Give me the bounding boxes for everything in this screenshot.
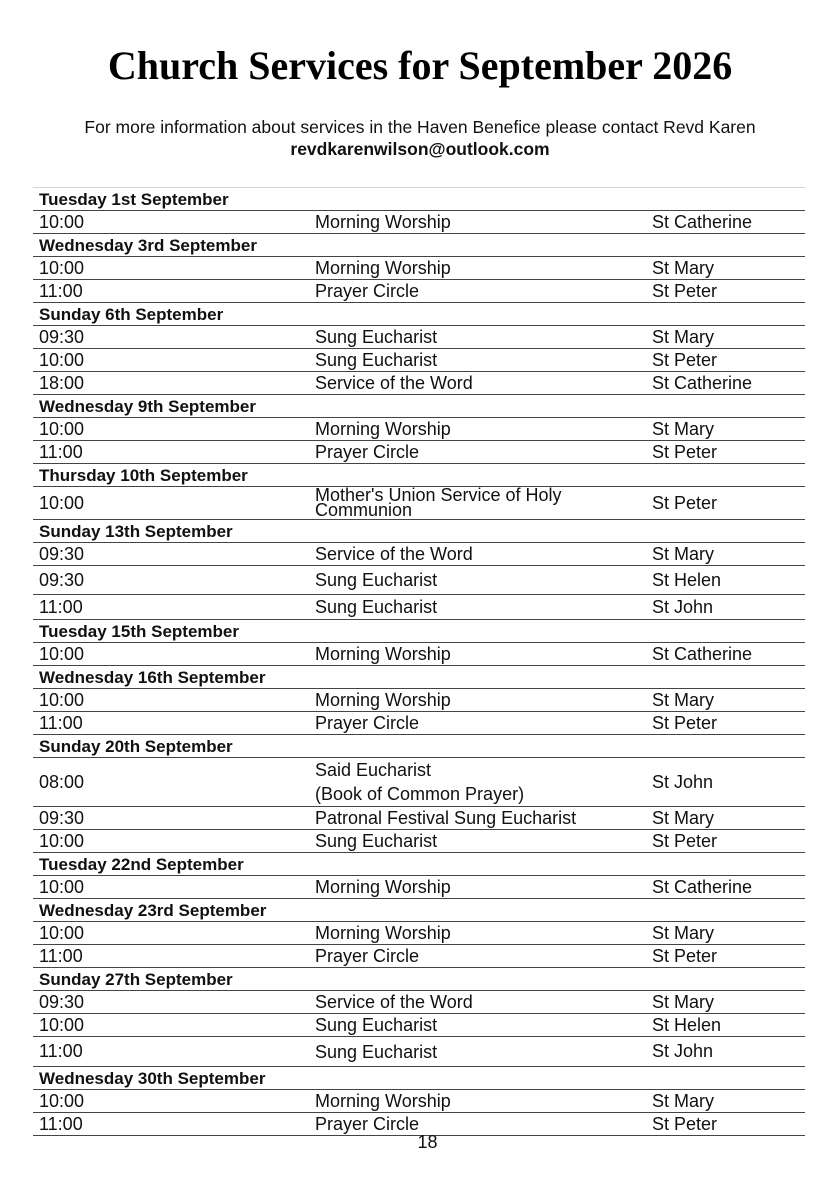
church-name: St Helen [652,1014,722,1035]
service-time: 10:00 [39,689,85,710]
service-time: 10:00 [39,1014,85,1035]
service-row [33,945,805,968]
service-row [33,566,805,595]
service-time: 10:00 [39,643,85,664]
service-name: Morning Worship [315,419,451,439]
date-heading: Tuesday 22nd September [33,853,805,876]
intro-text: For more information about services in the Haven Benefice please contact Revd Karen [84,117,756,137]
service-time: 09:30 [39,543,85,564]
church-name: St Peter [652,712,718,733]
service-name: Morning Worship [315,923,451,943]
service-name: Morning Worship [315,212,451,232]
service-row [33,689,805,712]
service-row [33,372,805,395]
service-time: 09:30 [39,991,85,1012]
service-time: 09:30 [39,569,85,590]
service-time: 11:00 [39,712,83,733]
date-heading: Sunday 20th September [33,735,805,758]
service-time: 10:00 [39,830,85,851]
church-name: St Mary [652,257,715,278]
church-name: St Catherine [652,211,753,232]
church-name: St Catherine [652,372,753,393]
date-heading: Thursday 10th September [33,464,805,487]
date-heading: Wednesday 23rd September [33,899,805,922]
church-name: St John [652,596,714,617]
service-time: 18:00 [39,372,85,393]
service-row [33,1090,805,1113]
church-name: St Catherine [652,876,753,897]
date-heading: Wednesday 30th September [33,1067,805,1090]
date-heading: Tuesday 1st September [33,188,805,211]
service-name: Patronal Festival Sung Eucharist [315,808,577,828]
church-name: St Peter [652,830,718,851]
service-name: Morning Worship [315,258,451,278]
service-name: Service of the Word [315,544,473,564]
service-name: Prayer Circle [315,442,420,462]
service-row [33,543,805,566]
service-row [33,991,805,1014]
page-title: Church Services for September 2026 [107,43,733,88]
church-name: St Peter [652,1113,718,1134]
church-name: St Mary [652,991,715,1012]
service-name: Sung Eucharist [315,1015,438,1035]
church-name: St Mary [652,418,715,439]
date-heading: Sunday 27th September [33,968,805,991]
date-heading: Wednesday 3rd September [33,234,805,257]
service-row [33,1014,805,1037]
page-number: 18 [417,1132,438,1152]
service-time: 10:00 [39,211,85,232]
church-name: St John [652,771,714,792]
service-name: Sung Eucharist [315,570,438,590]
service-name: Sung Eucharist [315,350,438,370]
service-time: 09:30 [39,326,85,347]
service-time: 11:00 [39,596,83,617]
service-name: Morning Worship [315,644,451,664]
service-name: Morning Worship [315,877,451,897]
church-name: St Peter [652,945,718,966]
church-name: St Mary [652,326,715,347]
service-row [33,643,805,666]
service-name: Said Eucharist (Book of Common Prayer) [315,760,525,804]
service-name: Service of the Word [315,373,473,393]
service-time: 11:00 [39,1113,83,1134]
date-heading: Wednesday 16th September [33,666,805,689]
church-name: St Mary [652,807,715,828]
date-heading: Wednesday 9th September [33,395,805,418]
church-name: St Peter [652,441,718,462]
service-row [33,211,805,234]
service-time: 11:00 [39,280,83,301]
service-name: Prayer Circle [315,946,420,966]
service-name: Sung Eucharist [315,327,438,347]
date-heading: Tuesday 15th September [33,620,805,643]
service-time: 11:00 [39,1041,83,1061]
church-name: St Mary [652,1090,715,1111]
service-name: Service of the Word [315,992,473,1012]
date-heading: Sunday 13th September [33,520,805,543]
service-time: 10:00 [39,349,85,370]
service-row [33,487,805,520]
church-name: St Peter [652,492,718,513]
service-row [33,326,805,349]
service-name: Prayer Circle [315,713,420,733]
service-row [33,758,805,807]
service-row [33,418,805,441]
intro [0,116,840,160]
service-row [33,280,805,303]
church-name: St Mary [652,922,715,943]
church-name: St Helen [652,569,722,590]
service-row [33,807,805,830]
contact-email: revdkarenwilson@outlook.com [290,139,550,159]
service-row [33,830,805,853]
service-row [33,1037,805,1067]
service-time: 10:00 [39,922,85,943]
service-time: 10:00 [39,492,85,513]
service-name: Sung Eucharist [315,831,438,851]
service-name: Sung Eucharist [315,597,438,617]
service-time: 10:00 [39,257,85,278]
service-time: 11:00 [39,441,83,462]
service-time: 09:30 [39,807,85,828]
service-time: 10:00 [39,418,85,439]
service-name: Morning Worship [315,690,451,710]
service-name: Mother's Union Service of Holy Communion [315,485,562,520]
service-row [33,712,805,735]
service-row [33,595,805,620]
service-row [33,876,805,899]
service-name: Prayer Circle [315,281,420,301]
service-row [33,349,805,372]
service-row [33,441,805,464]
church-name: St Catherine [652,643,753,664]
service-time: 10:00 [39,1090,85,1111]
church-name: St Mary [652,689,715,710]
church-name: St Peter [652,280,718,301]
service-row [33,257,805,280]
service-time: 08:00 [39,771,85,792]
service-name: Morning Worship [315,1091,451,1111]
service-time: 10:00 [39,876,85,897]
church-name: St Mary [652,543,715,564]
service-row [33,922,805,945]
service-time: 11:00 [39,945,83,966]
service-name: Sung Eucharist [315,1041,438,1062]
church-name: St Peter [652,349,718,370]
service-schedule [33,187,805,1136]
church-name: St John [652,1041,714,1061]
date-heading: Sunday 6th September [33,303,805,326]
service-name: Prayer Circle [315,1114,420,1134]
